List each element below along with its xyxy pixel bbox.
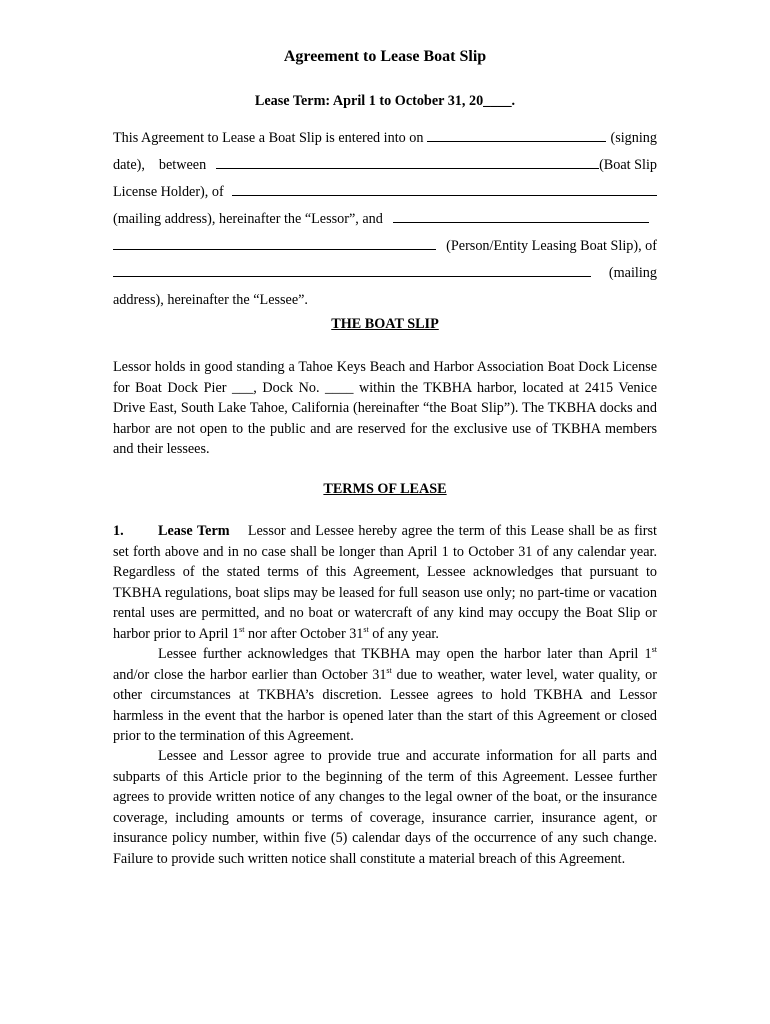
section-1-paragraph-2 — [113, 644, 657, 747]
section-title: Lease Term — [158, 523, 230, 539]
intro-line-3 — [113, 184, 657, 201]
section-number: 1. — [113, 523, 124, 539]
superscript: st — [386, 665, 392, 675]
superscript: st — [239, 624, 245, 634]
intro-text: address), hereinafter the “Lessee”. — [113, 292, 308, 308]
intro-text: (mailing — [608, 265, 657, 281]
document-title: Agreement to Lease Boat Slip — [283, 48, 487, 65]
lessee-name-blank[interactable] — [393, 211, 649, 223]
intro-text: This Agreement to Lease a Boat Slip is entered into on — [113, 130, 424, 146]
section-text: of any year. — [368, 625, 439, 642]
intro-text: date), — [113, 157, 145, 173]
boat-slip-paragraph: Lessor holds in good standing a Tahoe Keys Beach and Harbor Association Boat Dock License for Boat Dock Pier ___, Dock No. ____ within the TKBHA harbor, located at 2415 Venice Drive East, South Lake Tahoe, California (hereinafter “the Boat Slip”). The TKBHA docks and harbor are not open to the public and are reserved for the exclusive use of TKBHA members and their lessees. — [113, 359, 657, 457]
section-text: due to weather, water level, water quality, or other circumstances at TKBHA’s discretion. Lessee agrees to hold TKBHA and Lessor harmless in the event that the harbor is opened later than the start of this Agreement or closed prior to the termination of this Agreement. — [113, 666, 657, 744]
intro-text: (Boat Slip — [599, 157, 657, 173]
section-text: Lessor and Lessee hereby agree the term of this Lease shall be as first set forth above and in no case shall be longer than April 1 to October 31 of any calendar year. Regardless of the stated terms of this Agreement, Lessee acknowledges that pursuant to TKBHA regulations, boat slips may be leased for full season use only; no part-time or vacation rental uses are permitted, and no boat or watercraft of any kind may occupy the Boat Slip or harbor prior to April 1 — [113, 523, 657, 642]
boat-slip-heading: THE BOAT SLIP — [331, 316, 439, 332]
lessee-name-blank-2[interactable] — [113, 238, 436, 250]
intro-line-4 — [113, 211, 649, 228]
intro-text: (signing — [610, 130, 657, 146]
intro-text: License Holder), of — [113, 184, 224, 200]
license-holder-blank[interactable] — [216, 157, 599, 169]
intro-line-6 — [113, 265, 657, 282]
intro-text: between — [158, 157, 207, 173]
intro-line-5 — [113, 238, 657, 255]
intro-text: (mailing address), hereinafter the “Lessor”, and — [113, 211, 383, 227]
intro-line-1 — [113, 130, 657, 147]
signing-date-blank[interactable] — [427, 130, 606, 142]
section-1-paragraph-3: Lessee and Lessor agree to provide true and accurate information for all parts and subparts of this Article prior to the beginning of the term of this Agreement. Lessee further agrees to provide written notice of any changes to the legal owner of the boat, or the insurance coverage, including amounts or terms of coverage, insurance carrier, insurance agent, or insurance policy number, within five (5) calendar days of the occurrence of any such change. Failure to provide such written notice shall constitute a material breach of this Agreement. — [113, 748, 657, 867]
intro-line-7 — [113, 292, 657, 309]
section-text: Lessee further acknowledges that TKBHA may open the harbor later than April 1 — [158, 646, 652, 662]
lease-term-line: Lease Term: April 1 to October 31, 20____. — [254, 93, 516, 109]
lessor-address-blank[interactable] — [232, 184, 657, 196]
terms-heading: TERMS OF LEASE — [323, 481, 447, 497]
intro-text: (Person/Entity Leasing Boat Slip), of — [446, 238, 657, 254]
superscript: st — [651, 645, 657, 654]
section-text: nor after October 31 — [244, 625, 364, 642]
section-1-paragraph-1 — [113, 521, 657, 644]
superscript: st — [363, 624, 369, 634]
intro-line-2 — [113, 157, 657, 174]
lessee-address-blank[interactable] — [113, 265, 591, 277]
section-text: and/or close the harbor earlier than October 31 — [113, 666, 387, 683]
